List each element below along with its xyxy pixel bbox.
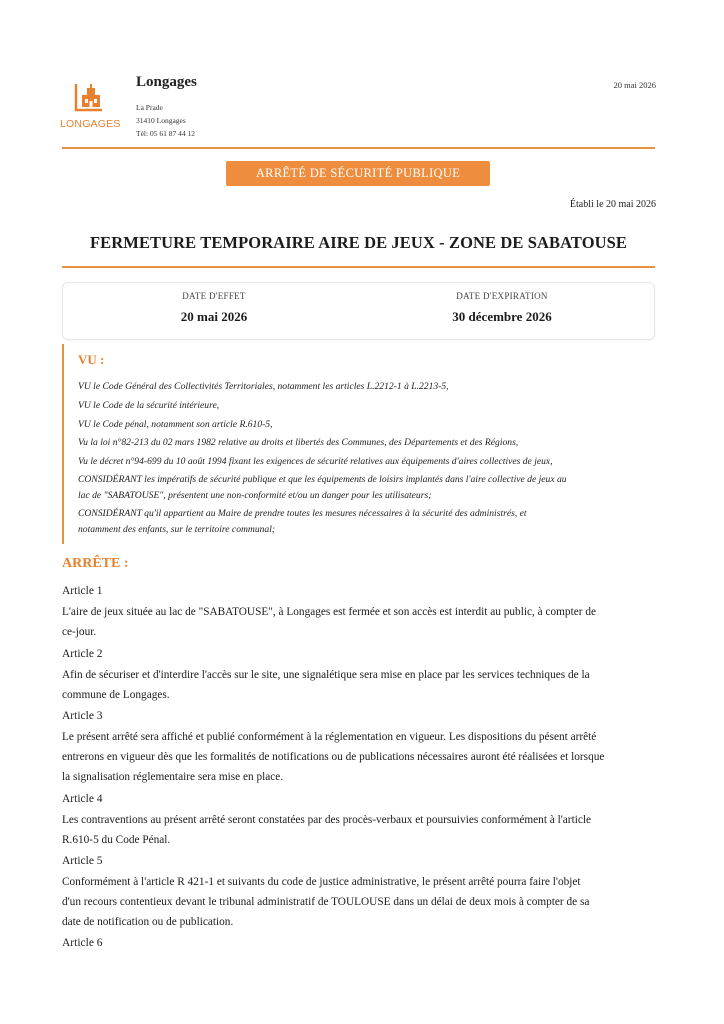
article-5-text: date de notification ou de publication. xyxy=(62,916,234,928)
article-1-text: L'aire de jeux située au lac de "SABATOUSE", à Longages est fermée et son accès est interdit au public, à compter de xyxy=(62,606,596,618)
town-logo xyxy=(60,82,122,138)
vu-line: VU le Code de la sécurité intérieure, xyxy=(78,400,220,411)
article-4-label: Article 4 xyxy=(62,793,103,805)
article-6-label: Article 6 xyxy=(62,937,103,949)
established-date: Établi le 20 mai 2026 xyxy=(569,199,656,210)
article-5-text: Conformément à l'article R 421-1 et suivants du code de justice administrative, le présent arrêté pourra faire l'objet xyxy=(62,876,581,888)
header-date: 20 mai 2026 xyxy=(613,80,656,90)
effect-date-group xyxy=(114,291,314,325)
article-5-label: Article 5 xyxy=(62,855,103,867)
address-line-1: La Prade xyxy=(136,103,163,112)
town-hall-icon xyxy=(74,82,104,112)
address-line-2: 31410 Longages xyxy=(136,116,186,125)
article-3-text: la signalisation réglementaire sera mise en place. xyxy=(62,771,284,783)
article-3-text: entrerons en vigueur dès que les formalités de notifications ou de publications nécessaires auront été réalisées et lorsque xyxy=(62,751,605,763)
organization-name: Longages xyxy=(136,74,197,90)
vu-line: VU le Code pénal, notamment son article R.610-5, xyxy=(78,419,273,430)
expiry-date-label: DATE D'EXPIRATION xyxy=(456,291,548,301)
dates-card xyxy=(62,282,655,340)
vu-line: Vu le décret n°94-699 du 10 août 1994 fixant les exigences de sécurité relatives aux équipements d'aires collectives de jeux, xyxy=(78,456,553,467)
effect-date-label: DATE D'EFFET xyxy=(182,291,246,301)
expiry-date-group xyxy=(402,291,602,325)
article-1-label: Article 1 xyxy=(62,585,103,597)
phone-number: Tél: 05 61 87 44 12 xyxy=(136,129,195,138)
header-divider xyxy=(62,147,655,149)
article-4-text: R.610-5 du Code Pénal. xyxy=(62,834,171,846)
article-1-text: ce-jour. xyxy=(62,626,97,638)
vu-line: notamment des enfants, sur le territoire communal; xyxy=(78,524,276,535)
title-divider xyxy=(62,266,655,268)
arrete-heading: ARRÊTE : xyxy=(62,556,129,571)
vu-line: CONSIDÉRANT qu'il appartient au Maire de prendre toutes les mesures nécessaires à la sécurité des administrés, et xyxy=(78,508,527,519)
article-2-text: commune de Longages. xyxy=(62,689,170,701)
article-2-text: Afin de sécuriser et d'interdire l'accès sur le site, une signalétique sera mise en place par les services techniques de la xyxy=(62,669,590,681)
document-title: FERMETURE TEMPORAIRE AIRE DE JEUX - ZONE DE SABATOUSE xyxy=(89,233,628,252)
article-3-label: Article 3 xyxy=(62,710,103,722)
vu-section xyxy=(62,344,656,544)
article-4-text: Les contraventions au présent arrêté seront constatées par des procès-verbaux et poursuivies conformément à l'article xyxy=(62,814,592,826)
logo-wordmark: LONGAGES xyxy=(60,118,121,130)
vu-heading: VU : xyxy=(78,352,105,367)
article-3-text: Le présent arrêté sera affiché et publié conformément à la réglementation en vigueur. Les dispositions du pésent arrêté xyxy=(62,731,597,743)
vu-line: VU le Code Général des Collectivités Territoriales, notamment les articles L.2212-1 à L.2213-5, xyxy=(78,381,449,392)
document-type-banner: ARRÊTÉ DE SÉCURITÉ PUBLIQUE xyxy=(226,161,490,186)
expiry-date-value: 30 décembre 2026 xyxy=(452,309,552,324)
effect-date-value: 20 mai 2026 xyxy=(180,309,248,324)
article-2-label: Article 2 xyxy=(62,648,103,660)
vu-line: Vu la loi n°82-213 du 02 mars 1982 relative au droits et libertés des Communes, des Départements et des Régions, xyxy=(78,437,519,448)
article-5-text: d'un recours contentieux devant le tribunal administratif de TOULOUSE dans un délai de deux mois à compter de sa xyxy=(62,896,590,908)
vu-line: lac de "SABATOUSE", présentent une non-conformité et/ou un danger pour les utilisateurs; xyxy=(78,490,432,501)
vu-line: CONSIDÉRANT les impératifs de sécurité publique et que les équipements de loisirs implantés dans l'aire collective de jeux au xyxy=(78,474,567,485)
